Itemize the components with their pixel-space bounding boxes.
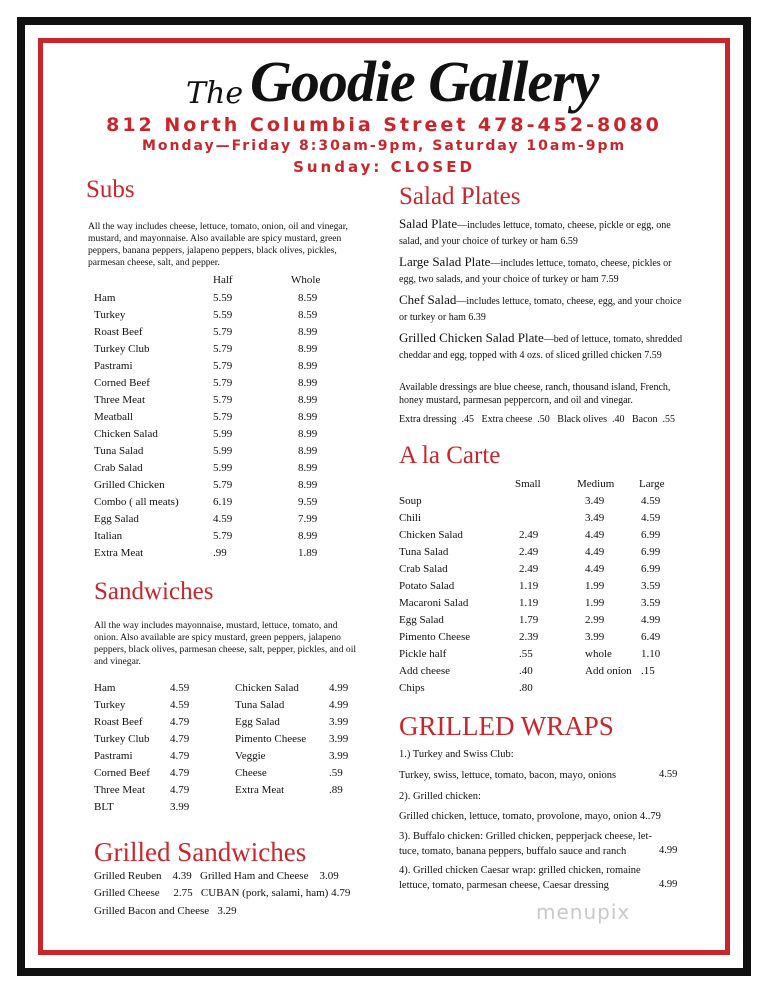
half-price: 6.19 [213,496,233,508]
menu-row [399,631,689,648]
medium-price: 4.49 [585,546,605,558]
item-name: Pimento Cheese [399,631,471,643]
menu-row [94,309,354,326]
item-name: Chicken Salad [399,529,463,541]
large-price: 6.99 [641,546,661,558]
address-phone: 812 North Columbia Street 478-452-8080 [106,114,662,136]
menu-row [94,496,354,513]
whole-price: 8.59 [298,292,318,304]
whole-price: 8.99 [298,377,318,389]
large-price: 3.59 [641,580,661,592]
large-price: 6.49 [641,631,661,643]
item-name: Meatball [94,411,134,423]
half-price: 5.99 [213,462,233,474]
item-name: Turkey Club [94,343,150,355]
menu-row [399,495,689,512]
large-price: 6.99 [641,563,661,575]
menu-row [399,597,689,614]
item-name: Ham [94,682,116,694]
item-name: Crab Salad [94,462,143,474]
small-price: .80 [519,682,533,694]
menu-row [399,529,689,546]
half-price: 5.99 [213,445,233,457]
large-salad-plate-item [399,254,685,288]
subs-col-half: Half [213,274,233,286]
item-name: Italian [94,530,123,542]
item-name: BLT [94,801,114,813]
item-name: Three Meat [94,394,145,406]
wrap-2-ingredients: Grilled chicken, lettuce, tomato, provolone, mayo, onion 4..79 [399,811,661,822]
menu-row [94,428,354,445]
half-price: 5.79 [213,377,233,389]
half-price: 4.59 [213,513,233,525]
sandwiches-left-list [94,682,224,818]
item-price: 4.99 [329,682,349,694]
menu-row [94,377,354,394]
small-price: .40 [519,665,533,677]
sandwiches-right-list [235,682,365,801]
half-price: .99 [213,547,227,559]
subs-title: Subs [86,176,135,203]
carte-col-medium: Medium [577,478,615,490]
menu-row [94,801,224,818]
menu-row [94,530,354,547]
wrap-1-price: 4.59 [659,769,678,780]
menu-row [94,784,224,801]
item-name: Chicken Salad [235,682,299,694]
item-name: Crab Salad [399,563,448,575]
whole-price: 8.99 [298,343,318,355]
item-name: Combo ( all meats) [94,496,179,508]
medium-price: 1.99 [585,597,605,609]
item-price: 3.99 [170,801,190,813]
half-price: 5.79 [213,530,233,542]
item-name: Soup [399,495,422,507]
item-name: Turkey [94,699,126,711]
grilled-chicken-salad-desc: —bed of lettuce, tomato, shredded cheddar and egg, topped with 4 ozs. of sliced grilled chicken 7.59 [399,334,683,361]
whole-price: 8.99 [298,462,318,474]
grilled-chicken-salad-name: Grilled Chicken Salad Plate [399,330,544,345]
menu-row [235,716,365,733]
wrap-3-line-1: 3). Buffalo chicken: Grilled chicken, pepperjack cheese, let- [399,831,652,842]
item-name: Tuna Salad [235,699,285,711]
menu-row [235,699,365,716]
subs-table [94,292,354,564]
whole-price: 1.89 [298,547,318,559]
item-name: Egg Salad [94,513,139,525]
half-price: 5.59 [213,292,233,304]
half-price: 5.99 [213,428,233,440]
item-name: Potato Salad [399,580,455,592]
item-name: Ham [94,292,116,304]
small-price: 1.19 [519,580,539,592]
menu-row [235,682,365,699]
whole-price: 8.99 [298,360,318,372]
item-price: 4.79 [170,733,190,745]
large-price: 3.59 [641,597,661,609]
large-salad-plate-name: Large Salad Plate [399,254,491,269]
item-price: .89 [329,784,343,796]
menu-row [94,682,224,699]
menu-row [235,784,365,801]
wrap-1-heading: 1.) Turkey and Swiss Club: [399,749,514,760]
carte-col-large: Large [639,478,665,490]
item-price: 4.79 [170,767,190,779]
large-price: .15 [641,665,655,677]
wrap-4-price: 4.99 [659,879,678,890]
medium-price: 3.49 [585,495,605,507]
menu-row [94,343,354,360]
menu-row [94,445,354,462]
item-price: 4.79 [170,750,190,762]
business-hours: Monday—Friday 8:30am-9pm, Saturday 10am-9pm [141,138,627,154]
item-price: 3.99 [329,750,349,762]
item-name: Pastrami [94,750,133,762]
large-salad-plate-desc: —includes lettuce, tomato, cheese, pickles or egg, two salads, and your choice of turkey or ham 7.59 [399,258,672,285]
grilled-sandwiches-line-3: Grilled Bacon and Cheese 3.29 [94,905,237,917]
sunday-closed: Sunday: CLOSED [293,158,475,176]
menu-row [94,411,354,428]
item-price: .59 [329,767,343,779]
large-price: 4.59 [641,495,661,507]
item-name: Egg Salad [399,614,444,626]
medium-price: Add onion [585,665,632,677]
whole-price: 8.99 [298,411,318,423]
small-price: 2.39 [519,631,539,643]
large-price: 6.99 [641,529,661,541]
half-price: 5.79 [213,394,233,406]
small-price: 2.49 [519,563,539,575]
item-name: Chili [399,512,422,524]
small-price: 1.79 [519,614,539,626]
salad-plate-item [399,216,685,250]
menu-row [94,479,354,496]
menu-row [235,750,365,767]
item-name: Macaroni Salad [399,597,469,609]
small-price: 2.49 [519,529,539,541]
item-name: Veggie [235,750,266,762]
menupix-watermark: menupix [536,900,631,924]
whole-price: 8.99 [298,445,318,457]
item-name: Add cheese [399,665,451,677]
menu-row [94,767,224,784]
salad-plate-desc: —includes lettuce, tomato, cheese, pickle or egg, one salad, and your choice of turkey or ham 6.59 [399,220,671,247]
menu-row [399,546,689,563]
whole-price: 8.99 [298,326,318,338]
chef-salad-desc: —includes lettuce, tomato, cheese, egg, and your choice or turkey or ham 6.39 [399,296,682,323]
item-name: Extra Meat [235,784,285,796]
menu-row [94,733,224,750]
medium-price: 2.99 [585,614,605,626]
wrap-3-price: 4.99 [659,845,678,856]
item-price: 3.99 [329,716,349,728]
menu-row [235,767,365,784]
item-name: Three Meat [94,784,145,796]
half-price: 5.79 [213,326,233,338]
item-name: Turkey Club [94,733,150,745]
menu-row [399,580,689,597]
small-price: .55 [519,648,533,660]
item-name: Pimento Cheese [235,733,307,745]
item-price: 4.99 [329,699,349,711]
small-price: 2.49 [519,546,539,558]
grilled-sandwiches-line-1: Grilled Reuben 4.39 Grilled Ham and Cheese 3.09 [94,870,339,882]
menu-header [0,46,768,116]
large-price: 4.59 [641,512,661,524]
item-name: Corned Beef [94,767,150,779]
a-la-carte-table [399,495,689,699]
wrap-3-line-2: tuce, tomato, banana peppers, buffalo sauce and ranch [399,846,627,857]
item-price: 4.79 [170,784,190,796]
available-dressings: Available dressings are blue cheese, ranch, thousand island, French, honey mustard, parmesan peppercorn, and oil and vinegar. [399,382,671,406]
menu-row [94,292,354,309]
wrap-2-heading: 2). Grilled chicken: [399,791,481,802]
medium-price: 3.49 [585,512,605,524]
item-name: Cheese [235,767,267,779]
item-name: Corned Beef [94,377,150,389]
subs-col-whole: Whole [291,274,321,286]
item-name: Chips [399,682,425,694]
item-name: Tuna Salad [399,546,449,558]
item-name: Tuna Salad [94,445,144,457]
item-price: 3.99 [329,733,349,745]
menu-row [399,682,689,699]
large-price: 1.10 [641,648,661,660]
chef-salad-name: Chef Salad [399,292,457,307]
menu-row [94,716,224,733]
item-name: Pickle half [399,648,447,660]
half-price: 5.79 [213,360,233,372]
wrap-1-ingredients: Turkey, swiss, lettuce, tomato, bacon, mayo, onions [399,770,617,781]
salad-plate-name: Salad Plate [399,216,458,231]
menu-row [94,326,354,343]
subs-description: All the way includes cheese, lettuce, tomato, onion, oil and vinegar, mustard, and mayonnaise. Also available are spicy mustard, green peppers, banana peppers, jalapeno peppers, black olives, pickles, parmesan cheese, salt, and pepper. [88,221,348,268]
item-name: Pastrami [94,360,133,372]
menu-row [399,563,689,580]
whole-price: 8.59 [298,309,318,321]
restaurant-name: Goodie Gallery [250,49,599,114]
half-price: 5.59 [213,309,233,321]
salad-plates-title: Salad Plates [399,183,521,210]
menu-row [94,394,354,411]
menu-row [399,648,689,665]
half-price: 5.79 [213,411,233,423]
whole-price: 8.99 [298,394,318,406]
grilled-wraps-title: GRILLED WRAPS [399,711,614,741]
menu-row [399,614,689,631]
large-price: 4.99 [641,614,661,626]
chef-salad-item [399,292,685,326]
item-name: Turkey [94,309,126,321]
item-price: 4.79 [170,716,190,728]
wrap-4-line-1: 4). Grilled chicken Caesar wrap: grilled chicken, romaine [399,865,641,876]
half-price: 5.79 [213,343,233,355]
title-the: The [186,76,244,111]
menu-row [94,750,224,767]
salad-extras: Extra dressing .45 Extra cheese .50 Black olives .40 Bacon .55 [399,414,676,425]
menu-row [94,462,354,479]
sandwiches-description: All the way includes mayonnaise, mustard, lettuce, tomato, and onion. Also available are spicy mustard, green peppers, jalapeno peppers, black olives, parmesan cheese, salt, pepper, pickles, and oil and vinegar. [94,620,357,667]
menu-row [94,547,354,564]
grilled-chicken-salad-item [399,330,685,364]
item-price: 4.59 [170,682,190,694]
item-price: 4.59 [170,699,190,711]
medium-price: 3.99 [585,631,605,643]
medium-price: 4.49 [585,529,605,541]
whole-price: 7.99 [298,513,318,525]
medium-price: 1.99 [585,580,605,592]
half-price: 5.79 [213,479,233,491]
menu-row [235,733,365,750]
menu-row [94,360,354,377]
sandwiches-title: Sandwiches [94,578,214,605]
item-name: Roast Beef [94,716,143,728]
menu-row [399,512,689,529]
menu-row [399,665,689,682]
a-la-carte-title: A la Carte [399,442,501,469]
whole-price: 8.99 [298,530,318,542]
item-name: Roast Beef [94,326,143,338]
whole-price: 9.59 [298,496,318,508]
wrap-4-line-2: lettuce, tomato, parmesan cheese, Caesar dressing [399,880,609,891]
carte-col-small: Small [515,478,541,490]
medium-price: 4.49 [585,563,605,575]
menu-row [94,699,224,716]
item-name: Egg Salad [235,716,280,728]
small-price: 1.19 [519,597,539,609]
medium-price: whole [585,648,612,660]
item-name: Grilled Chicken [94,479,165,491]
grilled-sandwiches-title: Grilled Sandwiches [94,837,307,867]
item-name: Extra Meat [94,547,144,559]
whole-price: 8.99 [298,479,318,491]
menu-row [94,513,354,530]
grilled-sandwiches-line-2: Grilled Cheese 2.75 CUBAN (pork, salami, ham) 4.79 [94,887,351,899]
whole-price: 8.99 [298,428,318,440]
item-name: Chicken Salad [94,428,158,440]
